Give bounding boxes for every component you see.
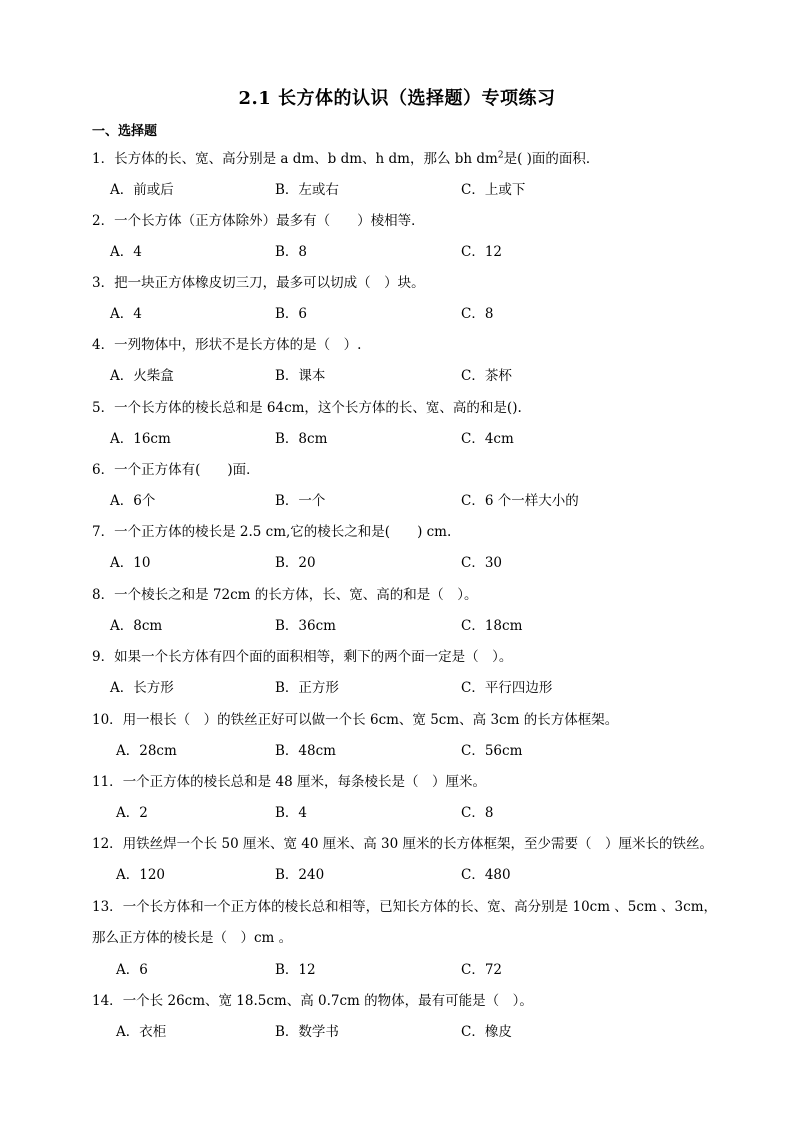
option-a[interactable]: A．6 xyxy=(116,962,148,978)
option-a[interactable]: A．火柴盒 xyxy=(110,368,174,384)
question-11 xyxy=(92,770,486,790)
option-a[interactable]: A．16cm xyxy=(110,431,171,447)
option-a[interactable]: A．长方形 xyxy=(110,680,174,696)
option-c[interactable]: C．6 个一样大小的 xyxy=(461,493,579,509)
question-text-tail: 是( )面的面积． xyxy=(503,151,600,167)
option-a[interactable]: A．4 xyxy=(110,244,142,260)
question-3 xyxy=(92,271,425,291)
question-10 xyxy=(92,708,618,728)
question-13-line2 xyxy=(92,926,292,946)
option-b[interactable]: B．数学书 xyxy=(275,1024,339,1040)
option-c[interactable]: C．橡皮 xyxy=(461,1024,512,1040)
option-a[interactable]: A．4 xyxy=(110,306,142,322)
option-a[interactable]: A．前或后 xyxy=(110,182,174,198)
question-14 xyxy=(92,989,533,1009)
option-b[interactable]: B．4 xyxy=(275,805,308,821)
option-b[interactable]: B．一个 xyxy=(275,493,326,509)
option-b[interactable]: B．48cm xyxy=(275,743,336,759)
question-2 xyxy=(92,209,425,229)
question-number: 11． xyxy=(92,774,123,790)
question-number: 2． xyxy=(92,213,115,229)
question-number: 10． xyxy=(92,712,123,728)
option-b[interactable]: B．8cm xyxy=(275,431,328,447)
question-text: 那么正方体的棱长是（ ）cm 。 xyxy=(92,930,293,946)
option-b[interactable]: B．240 xyxy=(275,867,325,883)
option-b[interactable]: B．20 xyxy=(275,555,316,571)
option-c[interactable]: C．12 xyxy=(461,244,503,260)
question-text: 一个长方体（正方体除外）最多有（ ）棱相等． xyxy=(114,213,425,229)
question-number: 9． xyxy=(92,649,115,665)
option-c[interactable]: C．8 xyxy=(461,306,494,322)
question-text: 一个正方体的棱长总和是 48 厘米，每条棱长是（ ）厘米。 xyxy=(122,774,486,790)
option-c[interactable]: C．平行四边形 xyxy=(461,680,553,696)
page-title: 2.1 长方体的认识（选择题）专项练习 xyxy=(238,88,556,109)
question-5 xyxy=(92,396,522,416)
option-c[interactable]: C．72 xyxy=(461,962,503,978)
question-6 xyxy=(92,458,260,478)
question-12 xyxy=(92,832,713,852)
option-c[interactable]: C．4cm xyxy=(461,431,514,447)
question-number: 7． xyxy=(92,524,115,540)
question-text: 一个正方体的棱长是 2.5 cm,它的棱长之和是( ) cm. xyxy=(114,524,452,540)
question-text: 一个长方体的棱长总和是 64cm，这个长方体的长、宽、高的和是(). xyxy=(114,400,522,416)
question-text: 用铁丝焊一个长 50 厘米、宽 40 厘米、高 30 厘米的长方体框架，至少需要（ ）厘米长的铁丝。 xyxy=(122,836,713,852)
question-text: 如果一个长方体有四个面的面积相等，剩下的两个面一定是（ ）。 xyxy=(114,649,513,665)
question-number: 4． xyxy=(92,337,115,353)
option-b[interactable]: B．36cm xyxy=(275,618,336,634)
option-c[interactable]: C．56cm xyxy=(461,743,523,759)
question-number: 6． xyxy=(92,462,115,478)
question-number: 5． xyxy=(92,400,115,416)
option-b[interactable]: B．6 xyxy=(275,306,308,322)
question-number: 14． xyxy=(92,993,123,1009)
question-text: 把一块正方体橡皮切三刀，最多可以切成（ ）块。 xyxy=(114,275,425,291)
option-a[interactable]: A．2 xyxy=(116,805,148,821)
question-9 xyxy=(92,645,512,665)
option-a[interactable]: A．120 xyxy=(116,867,166,883)
option-a[interactable]: A．衣柜 xyxy=(116,1024,167,1040)
question-13 xyxy=(92,895,717,915)
option-c[interactable]: C．茶杯 xyxy=(461,368,512,384)
question-text: 用一根长（ ）的铁丝正好可以做一个长 6cm、宽 5cm、高 3cm 的长方体框架。 xyxy=(122,712,619,728)
question-text: 一个棱长之和是 72cm 的长方体，长、宽、高的和是（ ）。 xyxy=(114,587,478,603)
option-b[interactable]: B．8 xyxy=(275,244,308,260)
question-1 xyxy=(92,147,599,167)
question-7 xyxy=(92,520,451,540)
option-a[interactable]: A．6个 xyxy=(110,493,156,509)
question-number: 1． xyxy=(92,151,115,167)
option-c[interactable]: C．上或下 xyxy=(461,182,526,198)
option-c[interactable]: C．8 xyxy=(461,805,494,821)
option-c[interactable]: C．18cm xyxy=(461,618,523,634)
question-text: 一个正方体有( )面． xyxy=(114,462,260,478)
question-text: 长方体的长、宽、高分别是 a dm、b dm、h dm，那么 bh dm xyxy=(114,151,498,167)
question-text: 一个长 26cm、宽 18.5cm、高 0.7cm 的物体，最有可能是（ ）。 xyxy=(122,993,533,1009)
option-b[interactable]: B．左或右 xyxy=(275,182,339,198)
option-b[interactable]: B．正方形 xyxy=(275,680,339,696)
section-heading: 一、选择题 xyxy=(92,124,158,139)
option-a[interactable]: A．28cm xyxy=(116,743,177,759)
option-a[interactable]: A．10 xyxy=(110,555,151,571)
question-text: 一列物体中，形状不是长方体的是（ ）. xyxy=(114,337,362,353)
question-number: 13． xyxy=(92,899,123,915)
question-number: 8． xyxy=(92,587,115,603)
question-number: 12． xyxy=(92,836,123,852)
question-number: 3． xyxy=(92,275,115,291)
option-a[interactable]: A．8cm xyxy=(110,618,163,634)
option-c[interactable]: C．30 xyxy=(461,555,503,571)
option-c[interactable]: C．480 xyxy=(461,867,511,883)
superscript: 2 xyxy=(497,150,504,161)
question-4 xyxy=(92,333,361,353)
question-text: 一个长方体和一个正方体的棱长总和相等，已知长方体的长、宽、高分别是 10cm 、5cm 、3cm， xyxy=(122,899,718,915)
option-b[interactable]: B．12 xyxy=(275,962,316,978)
option-b[interactable]: B．课本 xyxy=(275,368,326,384)
question-8 xyxy=(92,583,477,603)
